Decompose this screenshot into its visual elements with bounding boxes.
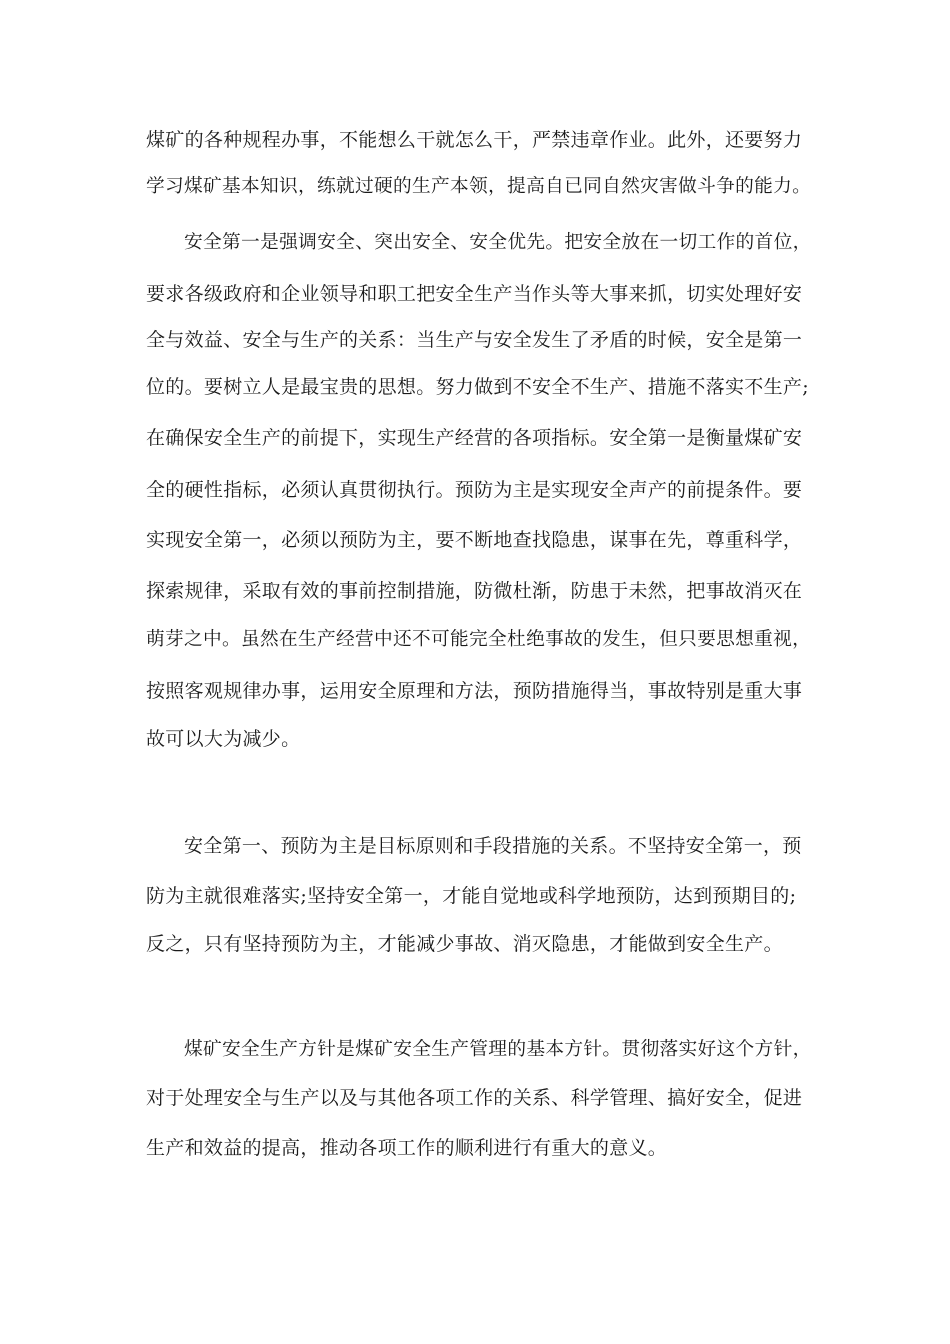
text-line: 位的。要树立人是最宝贵的思想。努力做到不安全不生产、措施不落实不生产; xyxy=(146,376,809,398)
text-line: 全与效益、安全与生产的关系：当生产与安全发生了矛盾的时候，安全是第一 xyxy=(146,329,803,351)
text-line: 要求各级政府和企业领导和职工把安全生产当作头等大事来抓，切实处理好安 xyxy=(146,283,803,305)
text-line: 煤矿安全生产方针是煤矿安全生产管理的基本方针。贯彻落实好这个方针， xyxy=(184,1039,812,1060)
text-line: 在确保安全生产的前提下，实现生产经营的各项指标。安全第一是衡量煤矿安 xyxy=(146,427,803,449)
text-line: 实现安全第一，必须以预防为主，要不断地查找隐患，谋事在先，尊重科学， xyxy=(146,529,803,551)
text-line: 全的硬性指标，必须认真贯彻执行。预防为主是实现安全声产的前提条件。要 xyxy=(146,479,803,501)
text-line: 学习煤矿基本知识，练就过硬的生产本领，提高自已同自然灾害做斗争的能力。 xyxy=(146,176,812,197)
text-line: 萌芽之中。虽然在生产经营中还不可能完全杜绝事故的发生，但只要思想重视， xyxy=(146,629,812,650)
text-line: 对于处理安全与生产以及与其他各项工作的关系、科学管理、搞好安全，促进 xyxy=(146,1087,803,1109)
text-line: 反之，只有坚持预防为主，才能减少事故、消灭隐患，才能做到安全生产。 xyxy=(146,933,783,955)
text-line: 防为主就很难落实;坚持安全第一，才能自觉地或科学地预防，达到预期目的; xyxy=(146,885,797,907)
text-line: 安全第一、预防为主是目标原则和手段措施的关系。不坚持安全第一，预 xyxy=(184,835,802,857)
text-line: 生产和效益的提高，推动各项工作的顺利进行有重大的意义。 xyxy=(146,1137,668,1159)
text-line: 煤矿的各种规程办事，不能想么干就怎么干，严禁违章作业。此外，还要努力 xyxy=(146,129,803,151)
text-line: 安全第一是强调安全、突出安全、安全优先。把安全放在一切工作的首位， xyxy=(184,232,812,253)
text-line: 探索规律，采取有效的事前控制措施，防微杜渐，防患于未然，把事故消灭在 xyxy=(146,580,803,602)
text-line: 按照客观规律办事，运用安全原理和方法，预防措施得当，事故特别是重大事 xyxy=(146,680,803,702)
text-line: 故可以大为减少。 xyxy=(146,728,301,750)
